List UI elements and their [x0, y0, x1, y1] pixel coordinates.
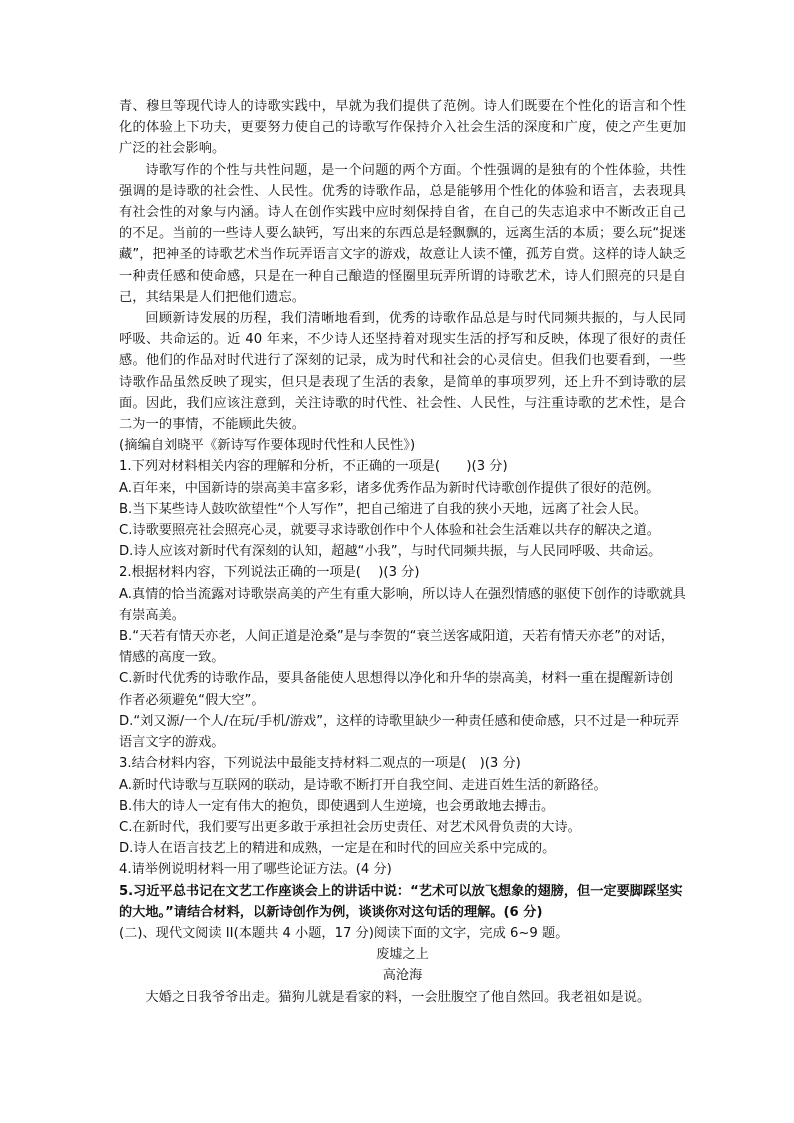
option-a: A.新时代诗歌与互联网的联动，是诗歌不断打开自我空间、走进百姓生活的新路径。	[119, 777, 607, 793]
document-page	[119, 96, 686, 1008]
body-paragraph-1: 青、穆旦等现代诗人的诗歌实践中，早就为我们提供了范例。诗人们既要在个性化的语言和个性化的体验上下功夫，更要努力使自己的诗歌写作保持介入社会生活的深度和广度，使之产生更加广泛的社会影响。	[119, 99, 686, 157]
option-c: C.新时代优秀的诗歌作品，要具备能使人思想得以净化和升华的崇高美，材料一重在提醒新诗创作者必须避免“假大空”。	[119, 671, 674, 708]
question-stem: 3.结合材料内容，下列说法中最能支持材料二观点的一项是( )(3 分)	[119, 756, 521, 772]
option-b: B.“天若有情天亦老，人间正道是沧桑”是与李贺的“衰兰送客咸阳道，天若有情天亦老”的对话，情感的高度一致。	[119, 629, 674, 666]
question-1	[119, 456, 686, 562]
option-b: B.伟大的诗人一定有伟大的抱负，即使遇到人生逆境，也会勇敢地去搏击。	[119, 798, 555, 814]
option-a: A.真情的恰当流露对诗歌崇高美的产生有重大影响，所以诗人在强烈情感的驱使下创作的诗歌就具有崇高美。	[119, 586, 686, 623]
story-first-paragraph: 大婚之日我爷爷出走。猫狗儿就是看家的料，一会肚腹空了他自然回。我老祖如是说。	[145, 989, 651, 1005]
option-c: C.诗歌要照亮社会照亮心灵，就要寻求诗歌创作中个人体验和社会生活难以共存的解决之道。	[119, 523, 660, 539]
option-a: A.百年来，中国新诗的崇高美丰富多彩，诸多优秀作品为新时代诗歌创作提供了很好的范例。	[119, 480, 660, 496]
question-5: 5.习近平总书记在文艺工作座谈会上的讲话中说：“艺术可以放飞想象的翅膀，但一定要脚踩坚实的大地。”请结合材料，以新诗创作为例，谈谈你对这句话的理解。(6 分)	[119, 883, 683, 920]
story-title: 废墟之上	[376, 947, 429, 963]
question-3	[119, 753, 686, 859]
option-b: B.当下某些诗人鼓吹欲望性“个人写作”，把自己缩进了自我的狭小天地，远离了社会人民。	[119, 501, 648, 517]
option-d: D.“刘又源/一个人/在玩/手机/游戏”，这样的诗歌里缺少一种责任感和使命感，只不过是一种玩弄语言文字的游戏。	[119, 713, 680, 751]
question-4: 4.请举例说明材料一用了哪些论证方法。(4 分)	[119, 862, 392, 878]
body-paragraph-3: 回顾新诗发展的历程，我们清晰地看到，优秀的诗歌作品总是与时代同频共振的，与人民同呼吸、共命运的。近 40 年来，不少诗人还坚持着对现实生活的抒写和反映，体现了很好的责任感。他们的作品对时代进行了深刻的记录，成为时代和社会的心灵信史。但我们也要看到，一些诗歌作品虽然反映了现实，但只是表现了生活的表象，是简单的事项罗列，还上升不到诗歌的层面。因此，我们应该注意到，关注诗歌的时代性、社会性、人民性，与注重诗歌的艺术性，是合二为一的事情，不能顾此失彼。	[119, 311, 686, 433]
question-2	[119, 562, 686, 753]
source-citation: (摘编自刘晓平《新诗写作要体现时代性和人民性》)	[119, 438, 416, 454]
question-stem: 2.根据材料内容，下列说法正确的一项是( )(3 分)	[119, 565, 420, 581]
option-d: D.诗人在语言技艺上的精进和成熟，一定是在和时代的回应关系中完成的。	[119, 841, 556, 857]
section-heading: (二)、现代文阅读 II(本题共 4 小题，17 分)阅读下面的文字，完成 6~9 题。	[119, 925, 569, 941]
option-c: C.在新时代，我们要写出更多敢于承担社会历史责任、对艺术风骨负责的大诗。	[119, 819, 581, 835]
option-d: D.诗人应该对新时代有深刻的认知，超越“小我”，与时代同频共振，与人民同呼吸、共命运。	[119, 544, 662, 560]
body-paragraph-2: 诗歌写作的个性与共性问题，是一个问题的两个方面。个性强调的是独有的个性体验，共性强调的是诗歌的社会性、人民性。优秀的诗歌作品，总是能够用个性化的体验和语言，去表现具有社会性的对象与内涵。诗人在创作实践中应时刻保持自省，在自己的失志追求中不断改正自己的不足。当前的一些诗人要么缺钙，写出来的东西总是轻飘飘的，远离生活的本质；要么玩“捉迷藏”，把神圣的诗歌艺术当作玩弄语言文字的游戏，故意让人读不懂，孤芳自赏。这样的诗人缺乏一种责任感和使命感，只是在一种自己酿造的怪圈里玩弄所谓的诗歌艺术，诗人们照亮的只是自己，其结果是人们把他们遗忘。	[119, 162, 686, 305]
question-stem: 1.下列对材料相关内容的理解和分析，不正确的一项是( )(3 分)	[119, 459, 508, 475]
story-author: 高沧海	[382, 968, 423, 984]
